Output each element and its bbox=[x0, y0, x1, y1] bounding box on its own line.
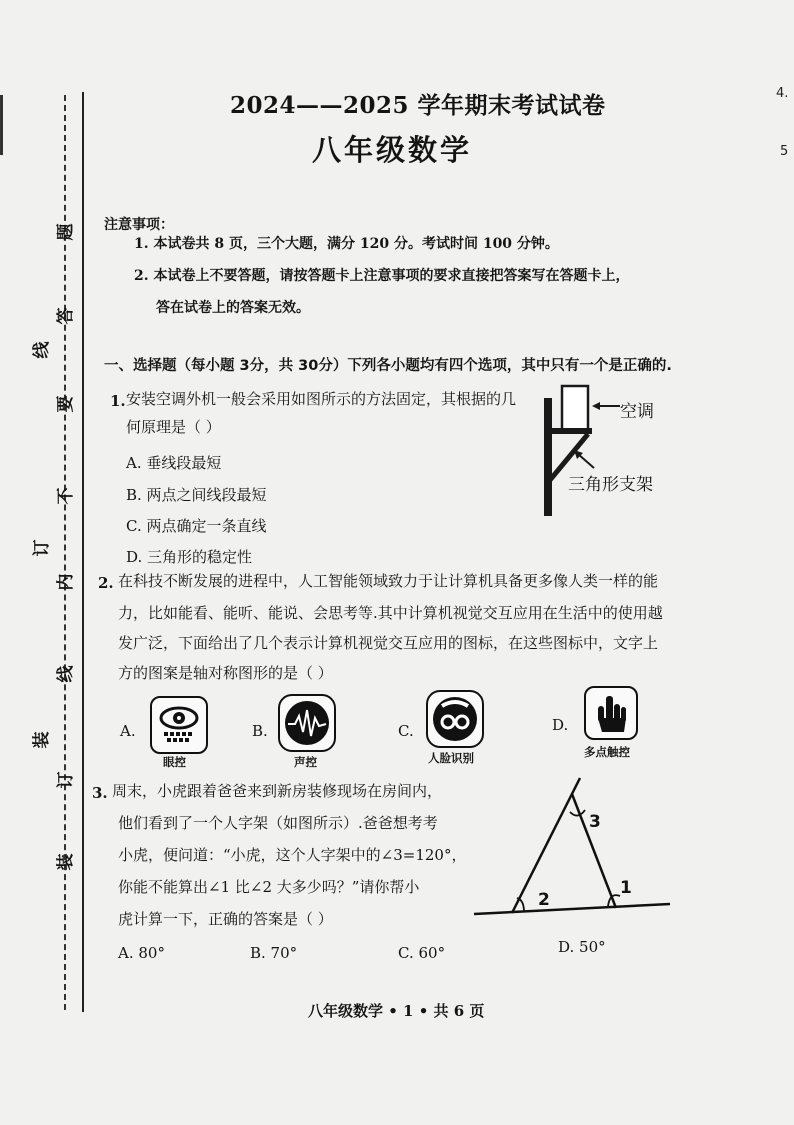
section-heading: 一、选择题（每小题 3分，共 30分）下列各小题均有四个选项，其中只有一个是正确的. bbox=[104, 358, 672, 374]
question-text: 方的图案是轴对称图形的是（ ） bbox=[118, 664, 333, 682]
binding-solid-line bbox=[82, 92, 84, 1012]
question-text: 安装空调外机一般会采用如图所示的方法固定，其根据的几 bbox=[126, 390, 517, 408]
option-d-letter: D. bbox=[552, 716, 569, 734]
option-c-caption: 人脸识别 bbox=[428, 751, 474, 765]
label-air-conditioner: 空调 bbox=[620, 402, 654, 422]
face-recognition-icon bbox=[426, 690, 484, 748]
hand-touch-icon bbox=[586, 688, 636, 738]
question-text: 何原理是（ ） bbox=[126, 418, 221, 436]
arrow-line bbox=[578, 454, 594, 468]
notice-item-1: 1. 本试卷共 8 页，三个大题，满分 120 分。考试时间 100 分钟。 bbox=[134, 236, 559, 252]
option-a: A. 垂线段最短 bbox=[126, 454, 222, 472]
margin-char: 要 bbox=[56, 395, 76, 413]
margin-char: 装 bbox=[32, 731, 52, 749]
margin-char: 题 bbox=[56, 223, 76, 241]
air-conditioner-bracket-diagram bbox=[530, 380, 690, 520]
label-triangle-bracket: 三角形支架 bbox=[568, 475, 653, 495]
option-b: B. 两点之间线段最短 bbox=[126, 486, 267, 504]
margin-char: 不 bbox=[56, 487, 76, 505]
eye-icon bbox=[150, 696, 208, 754]
option-a-caption: 眼控 bbox=[163, 755, 186, 769]
ground-line bbox=[474, 904, 670, 914]
voice-wave-icon bbox=[278, 694, 336, 752]
eye-icon bbox=[152, 698, 206, 752]
notice-heading: 注意事项： bbox=[104, 217, 174, 233]
question-text: 他们看到了一个人字架（如图所示）.爸爸想考考 bbox=[118, 814, 438, 832]
corner-mark: 5 bbox=[780, 144, 789, 159]
angle-1-label: 1 bbox=[620, 878, 632, 898]
arrow-head bbox=[592, 402, 600, 410]
option-a-letter: A. bbox=[120, 722, 136, 740]
option-d: D. 三角形的稳定性 bbox=[126, 548, 253, 566]
margin-char: 订 bbox=[32, 539, 52, 557]
option-b: B. 70° bbox=[250, 944, 298, 962]
option-c: C. 60° bbox=[398, 944, 446, 962]
question-text: 周末，小虎跟着爸爸来到新房装修现场在房间内， bbox=[112, 782, 443, 800]
corner-mark: 4. bbox=[776, 86, 789, 101]
margin-char: 内 bbox=[56, 573, 76, 591]
wall bbox=[544, 398, 552, 516]
question-text: 你能不能算出∠1 比∠2 大多少吗？”请你帮小 bbox=[118, 878, 420, 896]
question-text: 在科技不断发展的进程中，人工智能领域致力于让计算机具备更多像人类一样的能 bbox=[118, 572, 659, 590]
margin-char: 装 bbox=[56, 853, 76, 871]
question-number: 1. bbox=[110, 392, 126, 410]
option-d-caption: 多点触控 bbox=[584, 745, 630, 759]
option-d: D. 50° bbox=[558, 938, 606, 956]
voice-wave-icon bbox=[280, 696, 334, 750]
left-edge-mark bbox=[0, 95, 3, 155]
angle-2-label: 2 bbox=[538, 890, 550, 910]
margin-char: 订 bbox=[56, 771, 76, 789]
option-b-caption: 声控 bbox=[294, 755, 317, 769]
question-text: 发广泛，下面给出了几个表示计算机视觉交互应用的图标，在这些图标中，文字上 bbox=[118, 634, 659, 652]
question-text: 力，比如能看、能听、能说、会思考等.其中计算机视觉交互应用在生活中的使用越 bbox=[118, 604, 663, 622]
angle-3-label: 3 bbox=[589, 812, 601, 832]
margin-char: 线 bbox=[56, 665, 76, 683]
page-footer: 八年级数学 • 1 • 共 6 页 bbox=[308, 1002, 485, 1020]
option-b-letter: B. bbox=[252, 722, 268, 740]
subject-title: 八年级数学 bbox=[312, 133, 473, 167]
margin-char: 线 bbox=[32, 341, 52, 359]
question-text: 虎计算一下，正确的答案是（ ） bbox=[118, 910, 333, 928]
question-number: 3. bbox=[92, 784, 108, 802]
question-number: 2. bbox=[98, 574, 114, 592]
exam-year-title: 2024——2025 学年期末考试试卷 bbox=[230, 92, 606, 119]
notice-item-2-cont: 答在试卷上的答案无效。 bbox=[156, 300, 310, 316]
option-c: C. 两点确定一条直线 bbox=[126, 517, 267, 535]
herringbone-frame-diagram bbox=[468, 770, 678, 930]
question-text: 小虎，便问道：“小虎，这个人字架中的∠3=120°， bbox=[118, 846, 467, 864]
hand-touch-icon bbox=[584, 686, 638, 740]
option-c-letter: C. bbox=[398, 722, 414, 740]
air-conditioner-unit bbox=[562, 386, 588, 430]
notice-item-2: 2. 本试卷上不要答题，请按答题卡上注意事项的要求直接把答案写在答题卡上， bbox=[134, 268, 630, 284]
margin-char: 答 bbox=[56, 307, 76, 325]
face-recognition-icon bbox=[428, 692, 482, 746]
option-a: A. 80° bbox=[118, 944, 165, 962]
